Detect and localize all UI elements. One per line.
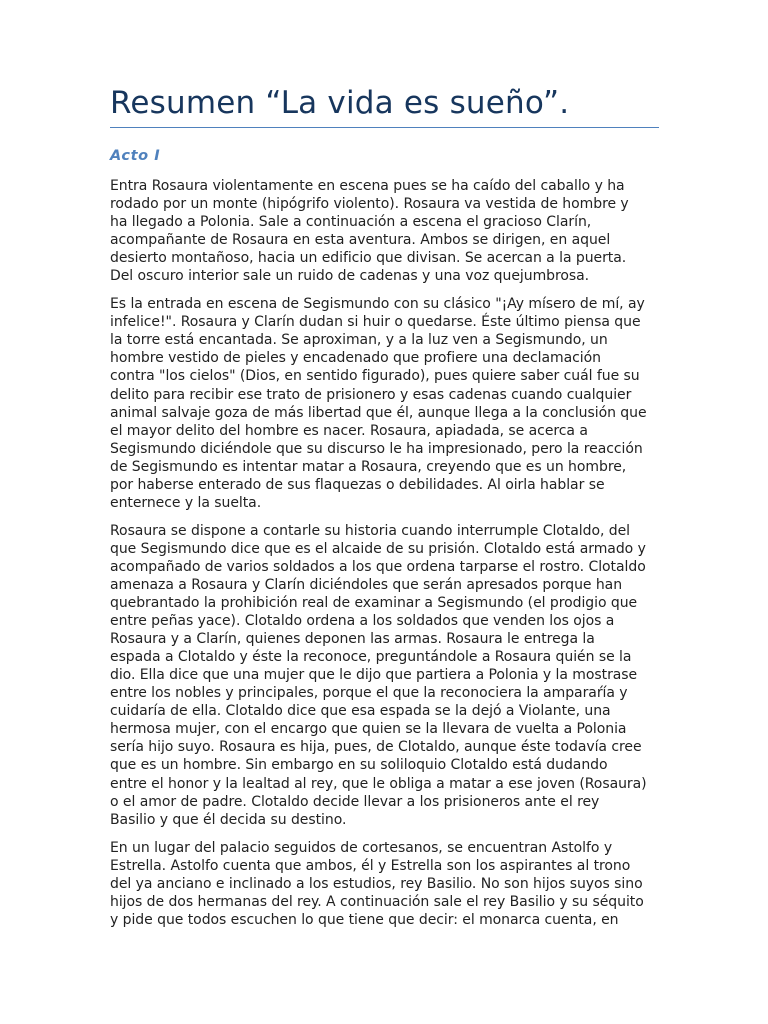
text-line: dio. Ella dice que una mujer que le dijo que partiera a Polonia y la mostrase [110, 667, 638, 684]
text-line: que es un hombre. Sin embargo en su soliloquio Clotaldo está dudando [110, 757, 608, 774]
text-line: Es la entrada en escena de Segismundo con su clásico "¡Ay mísero de mí, ay [110, 296, 645, 313]
text-line: contra "los cielos" (Dios, en sentido figurado), pues quiere saber cuál fue su [110, 368, 640, 385]
text-line: delito para recibir ese trato de prisionero y esas cadenas cuando cualquier [110, 386, 632, 403]
text-line: espada a Clotaldo y éste la reconoce, preguntándole a Rosaura quién se la [110, 649, 632, 666]
text-line: entre los nobles y principales, porque el que la reconociera la amparaŕía y [110, 685, 628, 702]
text-line: acompañante de Rosaura en esta aventura. Ambos se dirigen, en aquel [110, 232, 611, 249]
text-line: entre peñas yace). Clotaldo ordena a los soldados que venden los ojos a [110, 613, 615, 630]
paragraph-1 [110, 177, 660, 285]
text-line: amenaza a Rosaura y Clarín diciéndoles que serán apresados porque han [110, 576, 623, 593]
text-line: En un lugar del palacio seguidos de cortesanos, se encuentran Astolfo y [110, 839, 613, 856]
text-line: Rosaura se dispone a contarle su historia cuando interrumple Clotaldo, del [110, 522, 630, 539]
text-line: acompañado de varios soldados a los que ordena tarparse el rostro. Clotaldo [110, 558, 646, 575]
text-line: cuidaría de ella. Clotaldo dice que esa espada se la dejó a Violante, una [110, 703, 611, 720]
text-line: animal salvaje goza de más libertad que él, aunque llega a la conclusión que [110, 404, 647, 421]
document-body [110, 82, 660, 929]
text-line: por haberse enterado de sus flaquezas o debilidades. Al oirla hablar se [110, 476, 605, 493]
text-line: infelice!". Rosaura y Clarín dudan si huir o quedarse. Éste último piensa que [110, 314, 641, 331]
text-line: Basilio y que él decida su destino. [110, 811, 347, 828]
paragraph-4 [110, 839, 660, 929]
text-line: el mayor delito del hombre es nacer. Rosaura, apiadada, se acerca a [110, 422, 588, 439]
text-line: y pide que todos escuchen lo que tiene que decir: el monarca cuenta, en [110, 911, 619, 928]
text-line: desierto montañoso, hacia un edificio que divisan. Se acercan a la puerta. [110, 250, 627, 267]
text-line: que Segismundo dice que es el alcaide de su prisión. Clotaldo está armado y [110, 540, 646, 557]
text-line: Segismundo diciéndole que su discurso le ha impresionado, pero la reacción [110, 440, 643, 457]
document-title: Resumen “La vida es sueño”. [110, 85, 570, 121]
text-line: enternece y la suelta. [110, 494, 262, 511]
text-line: sería hijo suyo. Rosaura es hija, pues, de Clotaldo, aunque éste todavía cree [110, 739, 642, 756]
text-line: hombre vestido de pieles y encadenado que profiere una declamación [110, 350, 601, 367]
title-underline [110, 127, 659, 128]
text-line: de Segismundo es intentar matar a Rosaura, creyendo que es un hombre, [110, 458, 627, 475]
text-line: Del oscuro interior sale un ruido de cadenas y una voz quejumbrosa. [110, 268, 590, 285]
text-line: o el amor de padre. Clotaldo decide llevar a los prisioneros ante el rey [110, 793, 600, 810]
section-heading: Acto I [110, 148, 161, 164]
text-line: del ya anciano e inclinado a los estudios, rey Basilio. No son hijos suyos sino [110, 875, 643, 892]
text-line: Rosaura y a Clarín, quienes deponen las armas. Rosaura le entrega la [110, 631, 595, 648]
paragraph-3 [110, 522, 660, 829]
text-line: ha llegado a Polonia. Sale a continuación a escena el gracioso Clarín, [110, 214, 592, 231]
text-line: quebrantado la prohibición real de examinar a Segismundo (el prodigio que [110, 595, 638, 612]
text-line: entre el honor y la lealtad al rey, que le obliga a matar a ese joven (Rosaura) [110, 775, 647, 792]
text-line: la torre está encantada. Se aproximan, y a la luz ven a Segismundo, un [110, 332, 608, 349]
text-line: Entra Rosaura violentamente en escena pues se ha caído del caballo y ha [110, 178, 625, 194]
text-line: hermosa mujer, con el encargo que quien se la llevara de vuelta a Polonia [110, 721, 627, 738]
paragraph-2 [110, 295, 660, 512]
text-line: Estrella. Astolfo cuenta que ambos, él y Estrella son los aspirantes al trono [110, 857, 631, 874]
text-line: rodado por un monte (hipógrifo violento). Rosaura va vestida de hombre y [110, 196, 629, 213]
text-line: hijos de dos hermanas del rey. A continuación sale el rey Basilio y su séquito [110, 893, 644, 910]
